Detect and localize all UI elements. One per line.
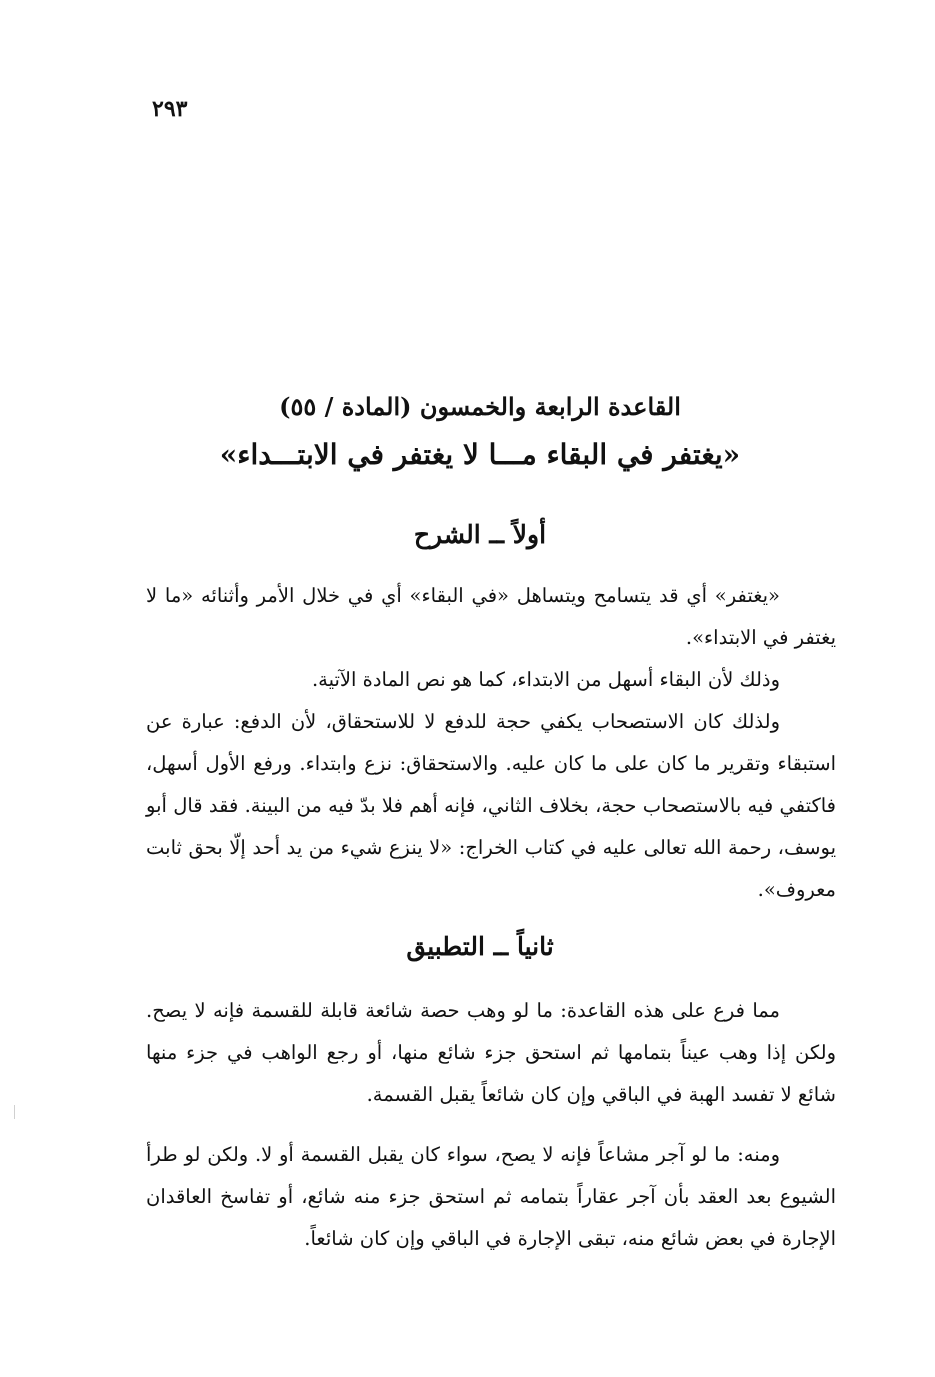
explanation-paragraph: وذلك لأن البقاء أسهل من الابتداء، كما هو نص المادة الآتية.: [311, 668, 780, 691]
explanation-paragraph: «يغتفر» أي قد يتسامح ويتساهل «في البقاء» أي في خلال الأمر وأثنائه «ما لا يغتفر في الابتداء».: [146, 584, 836, 649]
page-number: ٢٩٣: [152, 96, 188, 122]
application-paragraph: ومنه: ما لو آجر مشاعاً فإنه لا يصح، سواء كان يقبل القسمة أو لا. ولكن لو طرأ الشيوع بعد العقد بأن آجر عقاراً بتمامه ثم استحق جزء منه شائع، أو تفاسخ العاقدان الإجارة في بعض شائع منه، تبقى الإجارة في الباقي وإن كان شائعاً.: [146, 1143, 836, 1250]
rule-text: «يغتفر في البقاء مـــا لا يغتفر في الابتـــداء»: [219, 438, 741, 471]
explanation-paragraph: ولذلك كان الاستصحاب يكفي حجة للدفع لا للاستحقاق، لأن الدفع: عبارة عن استبقاء وتقرير ما كان على ما كان عليه. والاستحقاق: نزع وابتداء. ورفع الأول أسهل، فاكتفي فيه بالاستصحاب حجة، بخلاف الثاني، فإنه أهم فلا بدّ فيه من البينة. فقد قال أبو يوسف، رحمة الله تعالى عليه في كتاب الخراج: «لا ينزع شيء من يد أحد إلّا بحق ثابت معروف».: [146, 710, 836, 901]
explanation-body: [146, 575, 836, 911]
section-heading-application: ثانياً ــ التطبيق: [406, 932, 554, 961]
rule-header: [150, 384, 810, 480]
rule-title: القاعدة الرابعة والخمسون (المادة / ٥٥): [279, 392, 681, 421]
application-body-1: [146, 990, 836, 1116]
application-paragraph: مما فرع على هذه القاعدة: ما لو وهب حصة شائعة قابلة للقسمة فإنه لا يصح. ولكن إذا وهب عيناً بتمامها ثم استحق جزء شائع منها، أو رجع الواهب في جزء منها شائع لا تفسد الهبة في الباقي وإن كان شائعاً يقبل القسمة.: [146, 999, 836, 1106]
application-body-2: [146, 1134, 836, 1260]
margin-mark: [14, 1105, 15, 1119]
section-heading-explanation: أولاً ــ الشرح: [413, 520, 547, 549]
